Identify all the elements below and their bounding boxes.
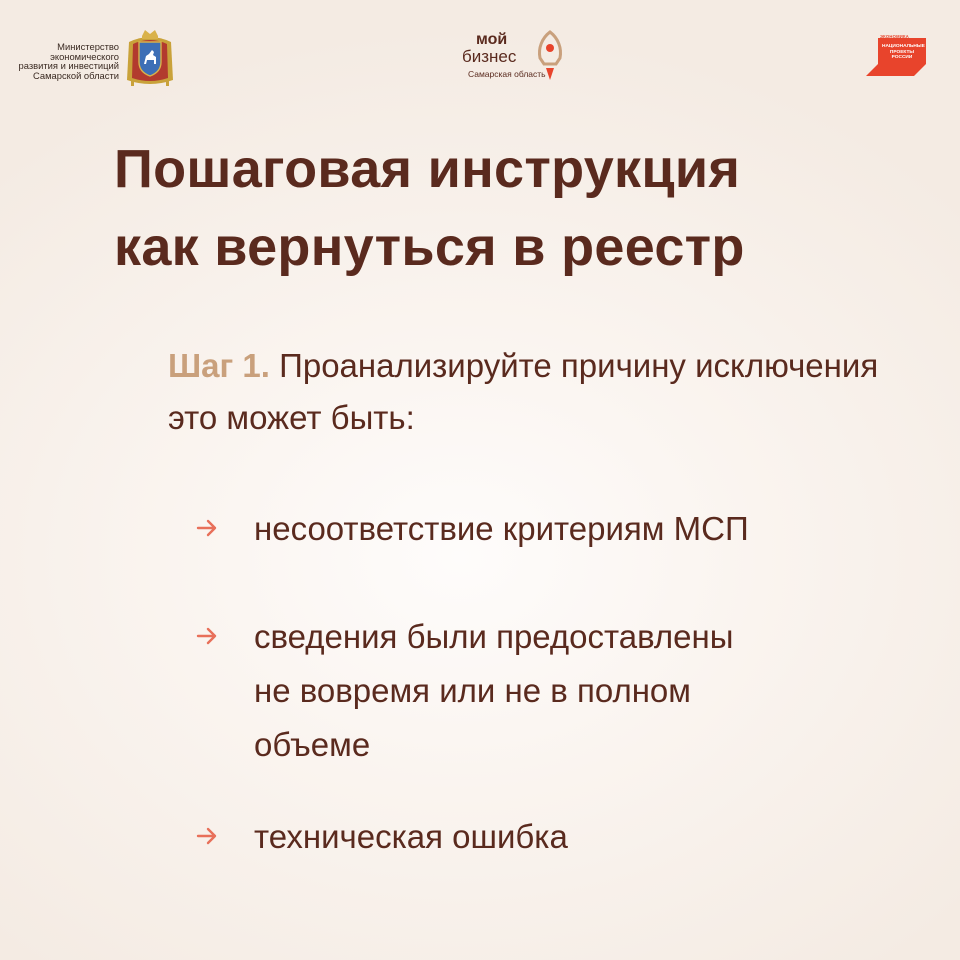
page-title	[114, 130, 914, 286]
national-projects-logo	[864, 30, 932, 84]
list-item-text	[254, 810, 894, 864]
list-item-text	[254, 502, 894, 556]
step-text: Проанализируйте причину исключения это может быть:	[168, 347, 879, 436]
national-projects-line: НАЦИОНАЛЬНЫЕ	[882, 44, 925, 49]
ministry-logo	[18, 28, 175, 90]
national-projects-name	[882, 44, 925, 61]
moi-biznes-word: бизнес	[462, 47, 517, 66]
national-projects-caption: ЭКОНОМИКА	[880, 34, 909, 39]
ministry-name-line: экономического	[50, 50, 119, 62]
arrow-right-icon	[196, 626, 218, 646]
rocket-pin-icon	[534, 30, 566, 82]
page-title-line: Пошаговая инструкция	[114, 139, 741, 199]
list-item-text	[254, 610, 894, 772]
national-projects-line: РОССИИ	[891, 55, 913, 61]
ministry-name-line: Министерство	[57, 41, 119, 52]
national-projects-line: ПРОЕКТЫ	[889, 49, 915, 55]
samara-coat-of-arms-icon	[125, 28, 175, 88]
list-item-line: сведения были предоставлены	[254, 618, 734, 655]
ministry-name	[19, 42, 119, 80]
list-item-line: техническая ошибка	[254, 818, 568, 855]
moi-biznes-region: Самарская область	[468, 69, 546, 79]
ministry-name-line: развития и инвестиций	[18, 60, 119, 72]
ministry-name-line: Самарской области	[33, 69, 119, 81]
list-item-line: не вовремя или не в полном	[254, 672, 691, 709]
list-item-line: объеме	[254, 726, 371, 763]
moi-biznes-logo	[460, 30, 580, 86]
step-paragraph	[168, 340, 888, 444]
moi-biznes-word: мой	[476, 31, 508, 48]
list-item-line: несоответствие критериям МСП	[254, 510, 749, 547]
step-label: Шаг 1.	[168, 347, 270, 384]
arrow-right-icon	[196, 826, 218, 846]
arrow-right-icon	[196, 518, 218, 538]
page-title-line: как вернуться в реестр	[114, 217, 745, 277]
